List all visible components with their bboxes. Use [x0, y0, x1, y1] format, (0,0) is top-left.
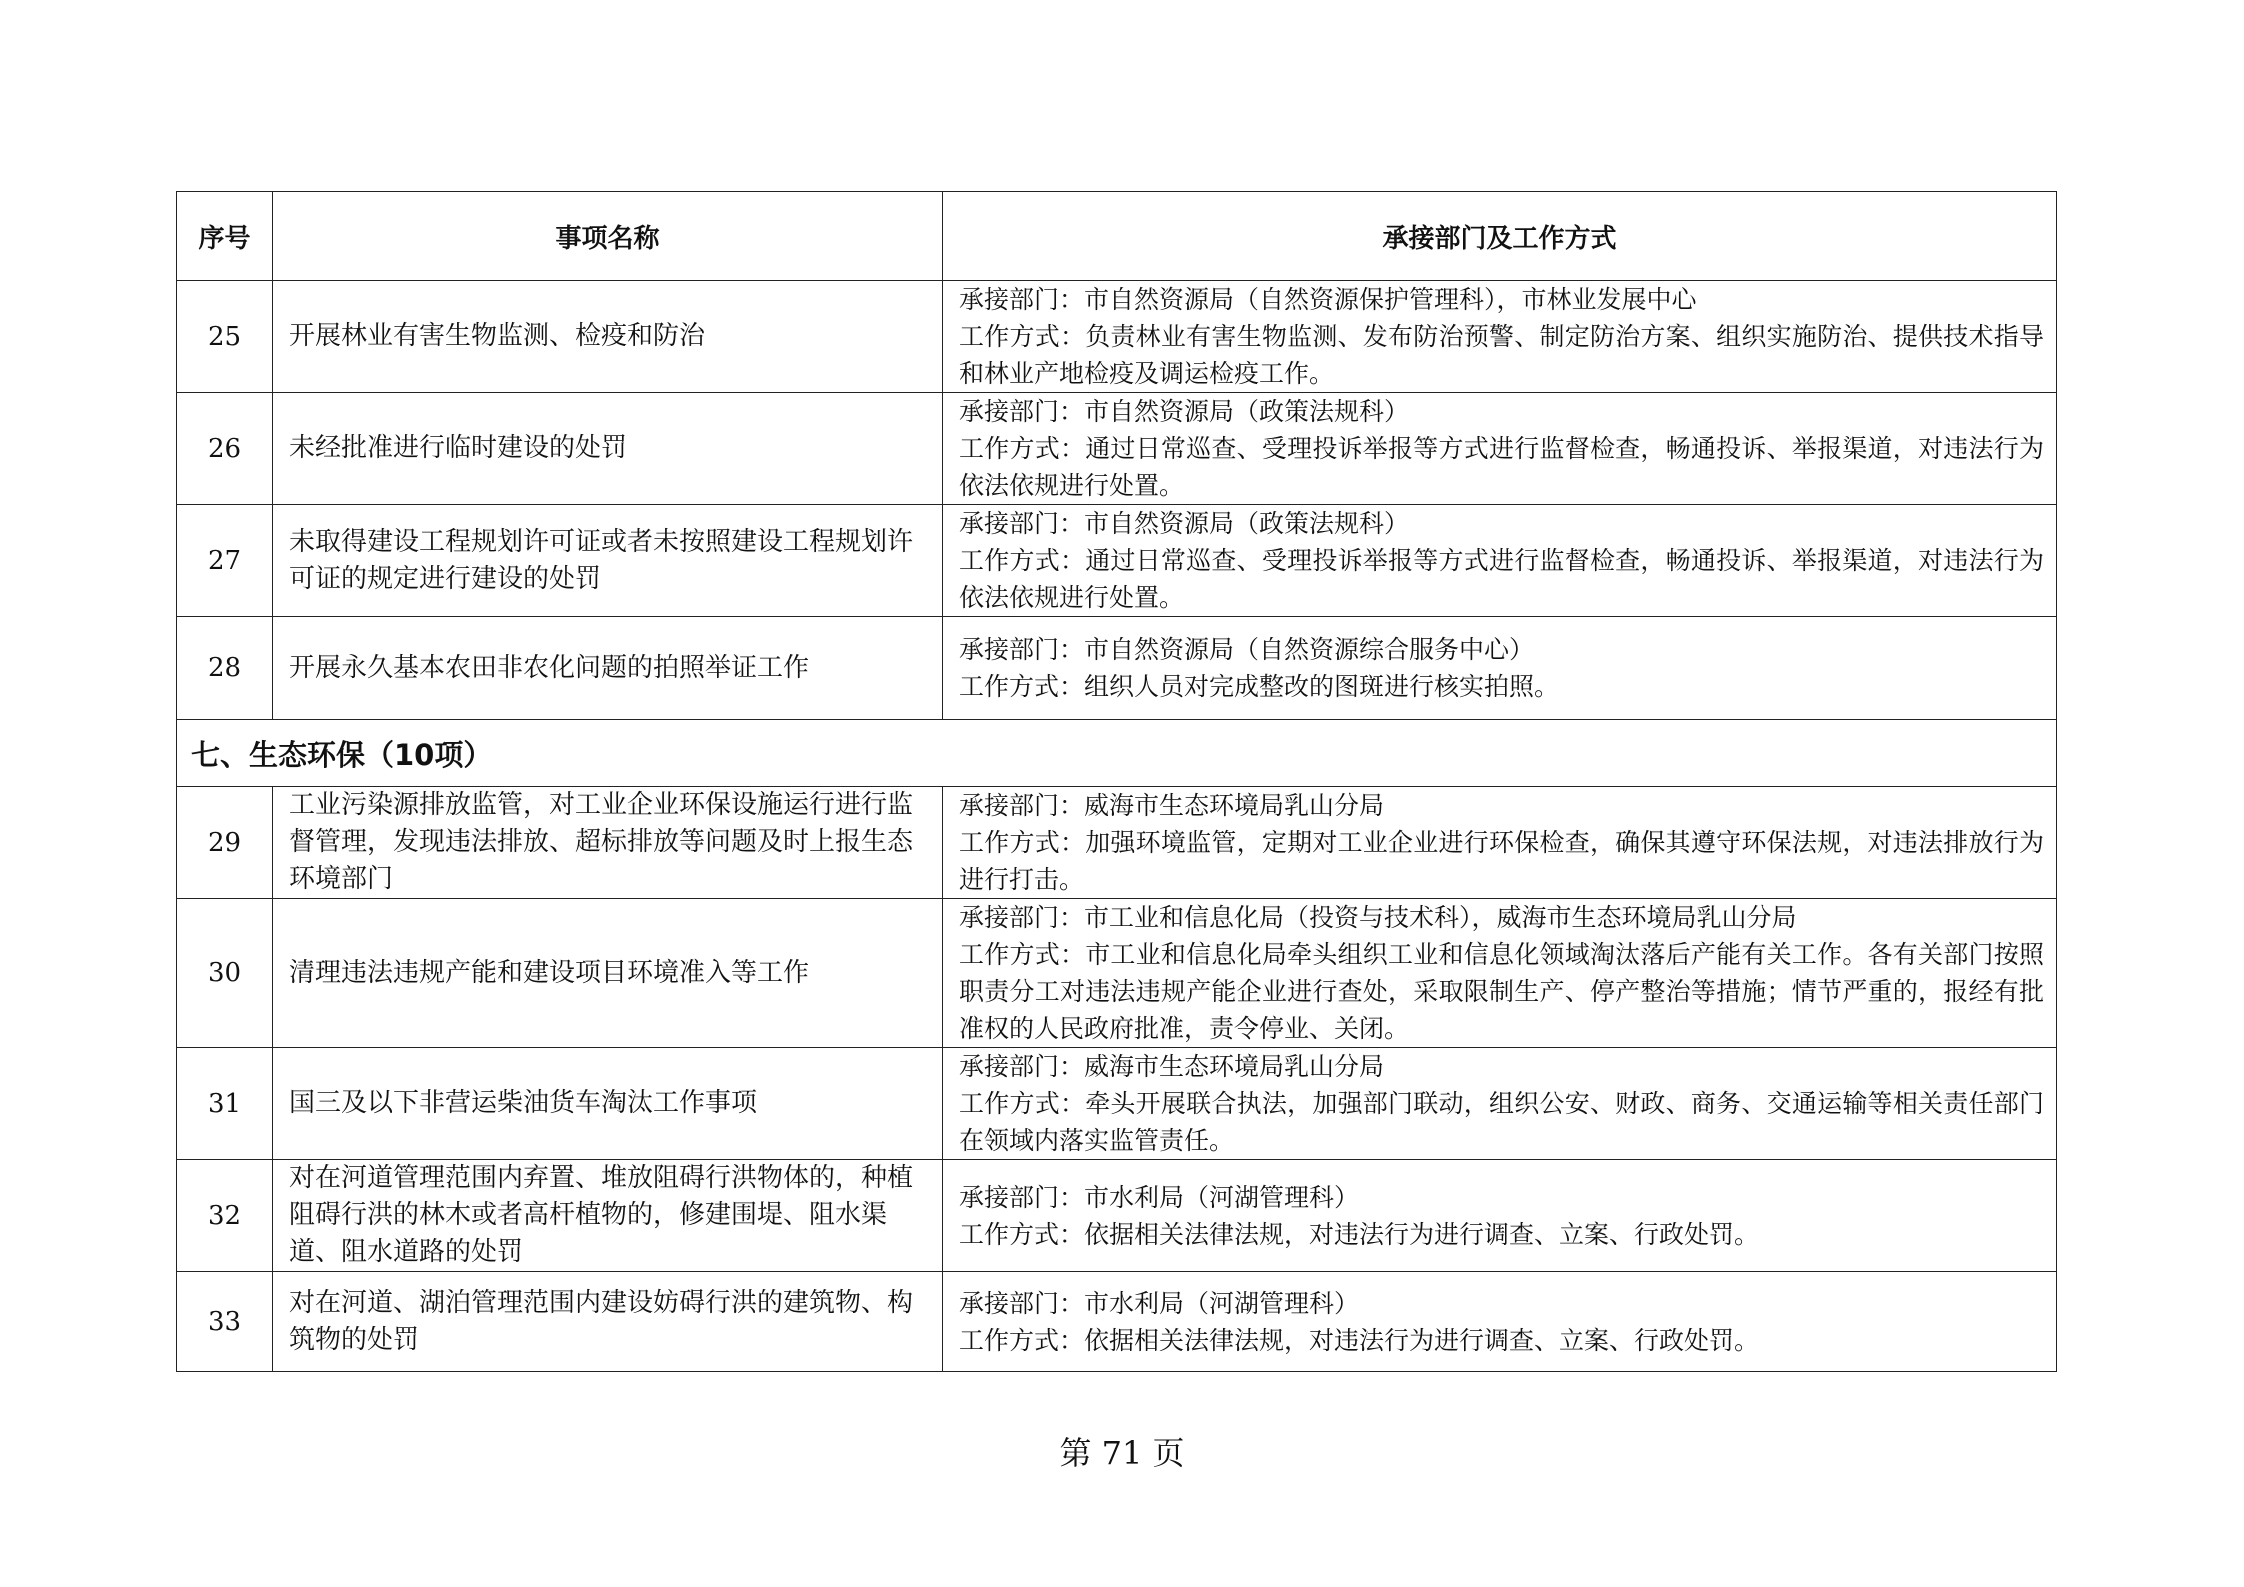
department-line: 承接部门：市水利局（河湖管理科） [959, 1182, 1360, 1212]
method-line: 工作方式：依据相关法律法规，对违法行为进行调查、立案、行政处罚。 [959, 1219, 1760, 1249]
department-line: 承接部门：市自然资源局（政策法规科） [959, 397, 1410, 426]
method-line: 工作方式：负责林业有害生物监测、发布防治预警、制定防治方案、组织实施防治、提供技术指导和林业产地检疫及调运检疫工作。 [959, 322, 2044, 388]
header-department: 承接部门及工作方式 [943, 192, 2057, 281]
row-name: 开展永久基本农田非农化问题的拍照举证工作 [273, 617, 943, 720]
department-line: 承接部门：市自然资源局（政策法规科） [959, 509, 1410, 538]
method-line: 工作方式：依据相关法律法规，对违法行为进行调查、立案、行政处罚。 [959, 1325, 1760, 1355]
row-name: 国三及以下非营运柴油货车淘汰工作事项 [273, 1048, 943, 1160]
row-department [943, 1160, 2057, 1272]
table-header-row [177, 192, 2057, 281]
table-row [177, 281, 2057, 393]
table-row [177, 1160, 2057, 1272]
table-row [177, 393, 2057, 505]
row-department [943, 505, 2057, 617]
department-line: 承接部门：市工业和信息化局（投资与技术科），威海市生态环境局乳山分局 [959, 903, 1797, 932]
row-number: 29 [177, 787, 273, 899]
department-line: 承接部门：市水利局（河湖管理科） [959, 1288, 1360, 1318]
table-row [177, 899, 2057, 1048]
department-line: 承接部门：威海市生态环境局乳山分局 [959, 1052, 1385, 1081]
row-name: 工业污染源排放监管，对工业企业环保设施运行进行监督管理，发现违法排放、超标排放等问题及时上报生态环境部门 [273, 787, 943, 899]
section-row [177, 720, 2057, 787]
items-table [176, 191, 2057, 1372]
row-department [943, 787, 2057, 899]
row-department [943, 1272, 2057, 1372]
row-number: 27 [177, 505, 273, 617]
table-row [177, 1048, 2057, 1160]
section-title: 七、生态环保（10项） [177, 720, 2057, 787]
row-name: 对在河道、湖泊管理范围内建设妨碍行洪的建筑物、构筑物的处罚 [273, 1272, 943, 1372]
row-name: 清理违法违规产能和建设项目环境准入等工作 [273, 899, 943, 1048]
method-line: 工作方式：通过日常巡查、受理投诉举报等方式进行监督检查，畅通投诉、举报渠道，对违法行为依法依规进行处置。 [959, 546, 2044, 612]
header-name: 事项名称 [273, 192, 943, 281]
table-row [177, 1272, 2057, 1372]
row-name: 开展林业有害生物监测、检疫和防治 [273, 281, 943, 393]
row-number: 26 [177, 393, 273, 505]
method-line: 工作方式：市工业和信息化局牵头组织工业和信息化领域淘汰落后产能有关工作。各有关部门按照职责分工对违法违规产能企业进行查处，采取限制生产、停产整治等措施；情节严重的，报经有批准权的人民政府批准，责令停业、关闭。 [959, 940, 2044, 1043]
row-number: 30 [177, 899, 273, 1048]
method-line: 工作方式：加强环境监管，定期对工业企业进行环保检查，确保其遵守环保法规，对违法排放行为进行打击。 [959, 828, 2044, 894]
header-number: 序号 [177, 192, 273, 281]
method-line: 工作方式：组织人员对完成整改的图斑进行核实拍照。 [959, 672, 1560, 701]
table-row [177, 787, 2057, 899]
method-line: 工作方式：通过日常巡查、受理投诉举报等方式进行监督检查，畅通投诉、举报渠道，对违法行为依法依规进行处置。 [959, 434, 2044, 500]
row-department [943, 281, 2057, 393]
table-row [177, 617, 2057, 720]
row-number: 32 [177, 1160, 273, 1272]
row-number: 31 [177, 1048, 273, 1160]
method-line: 工作方式：牵头开展联合执法，加强部门联动，组织公安、财政、商务、交通运输等相关责任部门在领域内落实监管责任。 [959, 1089, 2044, 1155]
row-name: 对在河道管理范围内弃置、堆放阻碍行洪物体的，种植阻碍行洪的林木或者高杆植物的，修建围堤、阻水渠道、阻水道路的处罚 [273, 1160, 943, 1272]
row-number: 33 [177, 1272, 273, 1372]
row-department [943, 899, 2057, 1048]
row-name: 未经批准进行临时建设的处罚 [273, 393, 943, 505]
row-department [943, 1048, 2057, 1160]
department-line: 承接部门：市自然资源局（自然资源保护管理科），市林业发展中心 [959, 285, 1697, 314]
page-number: 第 71 页 [1059, 1434, 1185, 1472]
row-name: 未取得建设工程规划许可证或者未按照建设工程规划许可证的规定进行建设的处罚 [273, 505, 943, 617]
table-row [177, 505, 2057, 617]
department-line: 承接部门：威海市生态环境局乳山分局 [959, 791, 1385, 820]
row-department [943, 393, 2057, 505]
row-number: 25 [177, 281, 273, 393]
row-number: 28 [177, 617, 273, 720]
department-line: 承接部门：市自然资源局（自然资源综合服务中心） [959, 635, 1535, 664]
row-department [943, 617, 2057, 720]
